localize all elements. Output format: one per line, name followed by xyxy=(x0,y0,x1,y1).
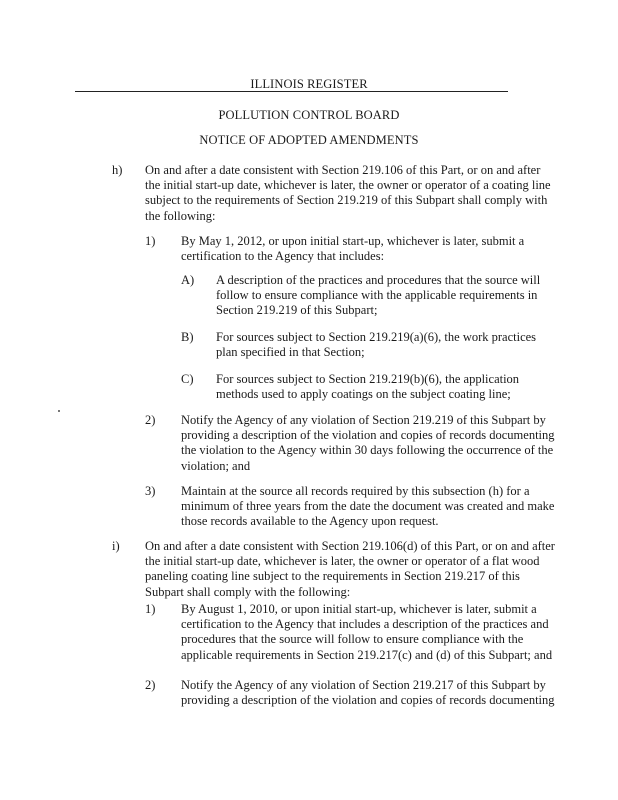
text-line: Notify the Agency of any violation of Section 219.217 of this Subpart by xyxy=(181,678,546,692)
text-line: Section 219.219 of this Subpart; xyxy=(216,303,378,318)
text-line: By August 1, 2010, or upon initial start-up, whichever is later, submit a xyxy=(181,602,537,616)
text-line: certification to the Agency that includes a description of the practices and xyxy=(181,617,549,632)
text-line: plan specified in that Section; xyxy=(216,345,365,360)
header-rule xyxy=(75,91,508,92)
subsection-i-label: i) xyxy=(112,539,120,553)
subsection-i-text xyxy=(145,539,555,600)
scan-speck xyxy=(58,410,60,412)
subitem-h1c-text xyxy=(216,372,519,402)
item-i2-text xyxy=(181,678,555,708)
subitem-h1a-label: A) xyxy=(181,273,195,287)
text-line: subject to the requirements of Section 219.219 of this Subpart shall comply with xyxy=(145,193,548,208)
subitem-h1c-label: C) xyxy=(181,372,194,386)
subsection-h-text xyxy=(145,163,551,224)
text-line: For sources subject to Section 219.219(a)(6), the work practices xyxy=(216,330,537,344)
text-line: the violation to the Agency within 30 days following the occurrence of the xyxy=(181,443,554,458)
item-h2-text xyxy=(181,413,555,474)
text-line: providing a description of the violation and copies of records documenting xyxy=(181,693,555,708)
text-line: violation; and xyxy=(181,458,251,473)
item-h3-label: 3) xyxy=(145,484,156,498)
item-h1-label: 1) xyxy=(145,234,156,248)
subitem-h1b-label: B) xyxy=(181,330,194,344)
item-i2-label: 2) xyxy=(145,678,156,692)
item-i1-label: 1) xyxy=(145,602,156,616)
subitem-h1a-text xyxy=(216,273,540,319)
text-line: the following: xyxy=(145,208,216,223)
text-line: those records available to the Agency upon request. xyxy=(181,514,439,529)
text-line: the initial start-up date, whichever is later, the owner or operator of a flat wood xyxy=(145,554,540,569)
item-i1-text xyxy=(181,602,552,663)
text-line: Subpart shall comply with the following: xyxy=(145,584,351,599)
text-line: On and after a date consistent with Section 219.106(d) of this Part, or on and after xyxy=(145,539,555,553)
text-line: methods used to apply coatings on the subject coating line; xyxy=(216,387,511,402)
text-line: follow to ensure compliance with the applicable requirements in xyxy=(216,288,538,303)
text-line: the initial start-up date, whichever is later, the owner or operator of a coating line xyxy=(145,178,551,193)
text-line: Notify the Agency of any violation of Section 219.219 of this Subpart by xyxy=(181,413,546,427)
text-line: Maintain at the source all records required by this subsection (h) for a xyxy=(181,484,530,498)
text-line: paneling coating line subject to the requirements in Section 219.217 of this xyxy=(145,569,520,584)
register-heading: ILLINOIS REGISTER xyxy=(250,77,368,91)
item-h2-label: 2) xyxy=(145,413,156,427)
item-h1-text xyxy=(181,234,524,264)
text-line: For sources subject to Section 219.219(b)(6), the application xyxy=(216,372,520,386)
notice-heading: NOTICE OF ADOPTED AMENDMENTS xyxy=(199,133,419,147)
text-line: minimum of three years from the date the document was created and make xyxy=(181,499,555,514)
subitem-h1b-text xyxy=(216,330,536,360)
subsection-h-label: h) xyxy=(112,163,123,177)
item-h3-text xyxy=(181,484,554,530)
text-line: procedures that the source will follow to ensure compliance with the xyxy=(181,632,524,647)
text-line: On and after a date consistent with Section 219.106 of this Part, or on and after xyxy=(145,163,541,177)
board-heading: POLLUTION CONTROL BOARD xyxy=(218,108,400,122)
text-line: A description of the practices and procedures that the source will xyxy=(216,273,541,287)
text-line: By May 1, 2012, or upon initial start-up, whichever is later, submit a xyxy=(181,234,525,248)
text-line: providing a description of the violation and copies of records documenting xyxy=(181,428,555,443)
text-line: applicable requirements in Section 219.217(c) and (d) of this Subpart; and xyxy=(181,647,553,662)
text-line: certification to the Agency that includes: xyxy=(181,249,385,264)
